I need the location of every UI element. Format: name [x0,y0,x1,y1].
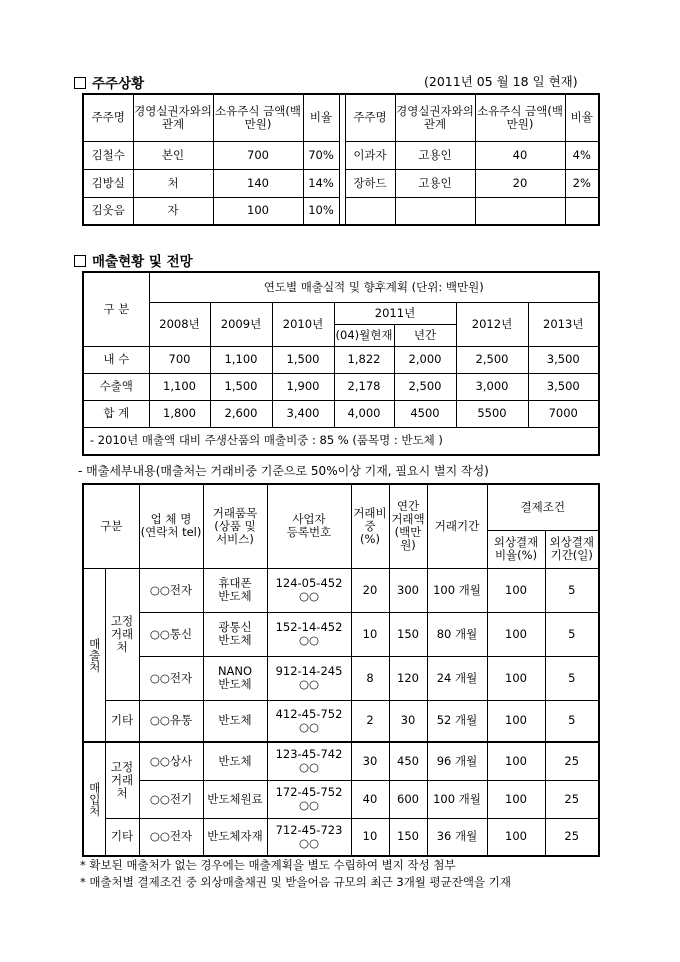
sales-header-row [83,272,599,302]
shareholders-header-row [83,94,599,141]
row-label: 합 계 [83,400,149,427]
cell: ○○전자 [139,818,203,856]
cell: 5 [545,568,599,612]
cell: ○○통신 [139,612,203,656]
cell: 5500 [456,400,528,427]
cell: 2% [565,169,599,197]
header-period: 거래기간 [427,484,487,568]
cell: 36 개월 [427,818,487,856]
cell: 25 [545,818,599,856]
header-pay-ratio-line: 외상결재 [493,535,539,549]
fixed-client-text: 고정거래처 [110,613,134,654]
cell-multiline [267,742,351,780]
cell-multiline [203,568,267,612]
header-biz-line: 등록번호 [286,525,332,540]
cell: 1,500 [272,346,334,373]
cell: 14% [303,169,339,197]
cell-multiline [267,568,351,612]
header-ratio: 비율 [303,94,339,141]
cell: 5 [545,612,599,656]
year-header: 2008년 [149,302,210,346]
header-ratio: 비율 [565,94,599,141]
cell: 450 [389,742,427,780]
header-item-line: (상품 및 [214,518,256,533]
cell [395,197,475,225]
checkbox-square-icon [74,77,86,89]
cell: 100 [487,818,545,856]
header-division: 구분 [83,484,139,568]
cell-line: 123-45-742 [275,747,343,762]
cell: 100 [487,656,545,700]
fixed-client-text: 고정거래처 [110,759,134,800]
cell: 100 [487,780,545,818]
cell: 20 [351,568,389,612]
header-name: 주주명 [83,94,133,141]
cell: 24 개월 [427,656,487,700]
cell [475,197,565,225]
cell: 600 [389,780,427,818]
cell-line: ○○ [298,589,320,603]
cell-multiline [203,742,267,780]
cell: 150 [389,818,427,856]
cell: ○○전자 [139,568,203,612]
cell: 김철수 [83,141,133,169]
cell: 김방실 [83,169,133,197]
table-row [83,700,599,742]
header-name: 주주명 [345,94,395,141]
cell: 1,800 [149,400,210,427]
cell: 2,500 [394,373,456,400]
header-amount-line: 원) [400,538,416,553]
header-ratio-line: 중 [364,518,376,533]
header-amount: 소유주식 금액(백만원) [213,94,303,141]
cell-line: 광통신 [218,620,252,634]
table-row [83,742,599,780]
cell: 150 [389,612,427,656]
cell: 2,600 [210,400,272,427]
cell: 2,500 [456,346,528,373]
cell: 30 [389,700,427,742]
cell-line: 124-05-452 [275,576,343,590]
cell: 10 [351,818,389,856]
header-amount [389,484,427,568]
cell: 2,178 [334,373,394,400]
cell: 김웃음 [83,197,133,225]
header-pay-ratio [487,530,545,568]
cell: 700 [149,346,210,373]
cell-line: 반도체 [218,713,252,728]
year-header: 년간 [394,324,456,346]
cell-multiline [267,818,351,856]
cell: 100 [487,700,545,742]
checkbox-square-icon [74,255,86,267]
cell: 100 [213,197,303,225]
cell-line: 반도체 [218,633,252,647]
header-company-label: 업 체 명 [150,512,192,527]
year-header: 2013년 [528,302,599,346]
year-header: 2011년 [334,302,456,324]
table-row [83,818,599,856]
cell-multiline [203,780,267,818]
shareholders-section-title: 주주상황 [74,72,144,92]
table-row [83,568,599,612]
cell: 96 개월 [427,742,487,780]
year-header: 2010년 [272,302,334,346]
header-item-line: 거래품목 [212,505,258,520]
cell: 3,500 [528,373,599,400]
cell [345,197,395,225]
cell: 5 [545,656,599,700]
cell: 300 [389,568,427,612]
cell: 1,500 [210,373,272,400]
cell-line: 반도체원료 [207,791,263,806]
cell-multiline [203,656,267,700]
year-header: (04)월현재 [334,324,394,346]
cell: 4,000 [334,400,394,427]
header-pay-term-line: 외상결재 [549,535,594,549]
cell: 4500 [394,400,456,427]
footnote-row [83,427,599,455]
table-row [83,400,599,427]
header-amount-line: 거래액 [391,512,425,527]
cell: 5 [545,700,599,742]
cell-line: ○○ [298,677,320,691]
footer-note-1: * 확보된 매출처가 없는 경우에는 매출계획을 별도 수립하여 별지 작성 첨부 [80,858,456,872]
table-row [83,169,599,197]
cell-line: ○○ [298,633,320,647]
cell: 700 [213,141,303,169]
cell: 25 [545,780,599,818]
cell: 3,000 [456,373,528,400]
header-item-line: 서비스) [216,531,254,546]
cell: 고용인 [395,169,475,197]
header-pay-term-line: 기간(일) [550,548,593,562]
cell: 20 [475,169,565,197]
table-row [83,612,599,656]
sales-top-header: 연도별 매출실적 및 향후계획 (단위: 백만원) [149,272,599,302]
cell: 70% [303,141,339,169]
other-label: 기타 [105,700,139,742]
cell: 25 [545,742,599,780]
cell-line: 712-45-723 [275,822,343,837]
cell-multiline [203,612,267,656]
cell-multiline [267,780,351,818]
cell [565,197,599,225]
cell-line: NANO [217,664,253,678]
fixed-client-label [105,568,139,700]
cell: 2,000 [394,346,456,373]
cell: 1,100 [149,373,210,400]
header-payment: 결제조건 [487,484,599,530]
cell: 140 [213,169,303,197]
cell: 1,822 [334,346,394,373]
header-item [203,484,267,568]
year-header: 2009년 [210,302,272,346]
sales-table [82,271,600,456]
cell: 40 [475,141,565,169]
detail-intro: - 매출세부내용(매출처는 거래비중 기준으로 50%이상 기재, 필요시 별지 작성) [78,464,489,478]
cell: 장하드 [345,169,395,197]
header-company-sub: (연락처 tel) [140,525,202,540]
other-label: 기타 [105,818,139,856]
header-ratio [351,484,389,568]
cell: 고용인 [395,141,475,169]
detail-table [82,483,600,857]
sales-footnote: - 2010년 매출액 대비 주생산품의 매출비중 : 85 % (품목명 : 반도체 ) [83,427,599,455]
table-row [83,141,599,169]
cell: 30 [351,742,389,780]
table-row [83,780,599,818]
cell-line: ○○ [298,760,320,775]
header-pay-ratio-line: 비율(%) [494,548,538,562]
cell: 1,100 [210,346,272,373]
cell: 8 [351,656,389,700]
cell-line: 휴대폰 [218,576,252,590]
cell: 4% [565,141,599,169]
cell-line: 반도체 [218,753,252,768]
row-label: 내 수 [83,346,149,373]
table-row [83,197,599,225]
header-amount-line: (백만 [394,525,422,540]
fixed-client-label [105,742,139,818]
cell-multiline [267,656,351,700]
cell: 자 [133,197,213,225]
cell: 본인 [133,141,213,169]
header-ratio-line: (%) [360,531,380,546]
cell-line: 172-45-752 [275,785,343,799]
cell-line: 반도체 [218,677,252,691]
cell: 100 [487,612,545,656]
sales-section-title: 매출현황 및 전망 [74,250,193,270]
header-biz-line: 사업자 [292,512,326,527]
cell-multiline [267,612,351,656]
cell: 120 [389,656,427,700]
header-ratio-line: 거래비 [353,505,387,520]
table-row [83,373,599,400]
cell: 1,900 [272,373,334,400]
cell-multiline [203,818,267,856]
header-amount: 소유주식 금액(백만원) [475,94,565,141]
cell: 2 [351,700,389,742]
detail-header-row [83,484,599,530]
cell: 3,500 [528,346,599,373]
row-label: 수출액 [83,373,149,400]
footer-note-2: * 매출처별 결제조건 중 외상매출채권 및 받을어음 규모의 최근 3개월 평균잔액을 기재 [80,875,511,889]
cell: 52 개월 [427,700,487,742]
cell: 100 [487,742,545,780]
cell: 100 개월 [427,780,487,818]
shareholders-date: (2011년 05 월 18 일 현재) [424,74,578,89]
cell-line: 912-14-245 [275,664,343,678]
header-company [139,484,203,568]
cell: 10 [351,612,389,656]
cell-line: ○○ [298,719,320,734]
shareholders-table [82,93,600,226]
sales-group-label: 매출처 [83,568,105,742]
cell-multiline [203,700,267,742]
cell: ○○전기 [139,780,203,818]
cell-line: 412-45-752 [275,706,343,721]
cell-line: 반도체 [218,589,252,603]
cell: 40 [351,780,389,818]
table-row [83,346,599,373]
cell: 3,400 [272,400,334,427]
cell: 100 [487,568,545,612]
division-label: 구 분 [83,272,149,346]
header-relation: 경영실권자와의 관계 [395,94,475,141]
header-biz-number [267,484,351,568]
year-header: 2012년 [456,302,528,346]
table-row [83,656,599,700]
cell-line: ○○ [298,835,320,850]
header-pay-term [545,530,599,568]
cell: ○○상사 [139,742,203,780]
cell-line: 152-14-452 [275,620,343,634]
cell: 80 개월 [427,612,487,656]
purchase-group-label: 매입처 [83,742,105,856]
cell: 이과자 [345,141,395,169]
cell-multiline [267,700,351,742]
cell-line: ○○ [298,798,320,812]
cell: 7000 [528,400,599,427]
cell: ○○전자 [139,656,203,700]
cell: 10% [303,197,339,225]
cell-line: 반도체자재 [207,829,263,844]
header-amount-line: 연간 [396,499,420,514]
sales-year-row [83,302,599,324]
cell: 100 개월 [427,568,487,612]
header-relation: 경영실권자와의 관계 [133,94,213,141]
cell: 처 [133,169,213,197]
cell: ○○유통 [139,700,203,742]
